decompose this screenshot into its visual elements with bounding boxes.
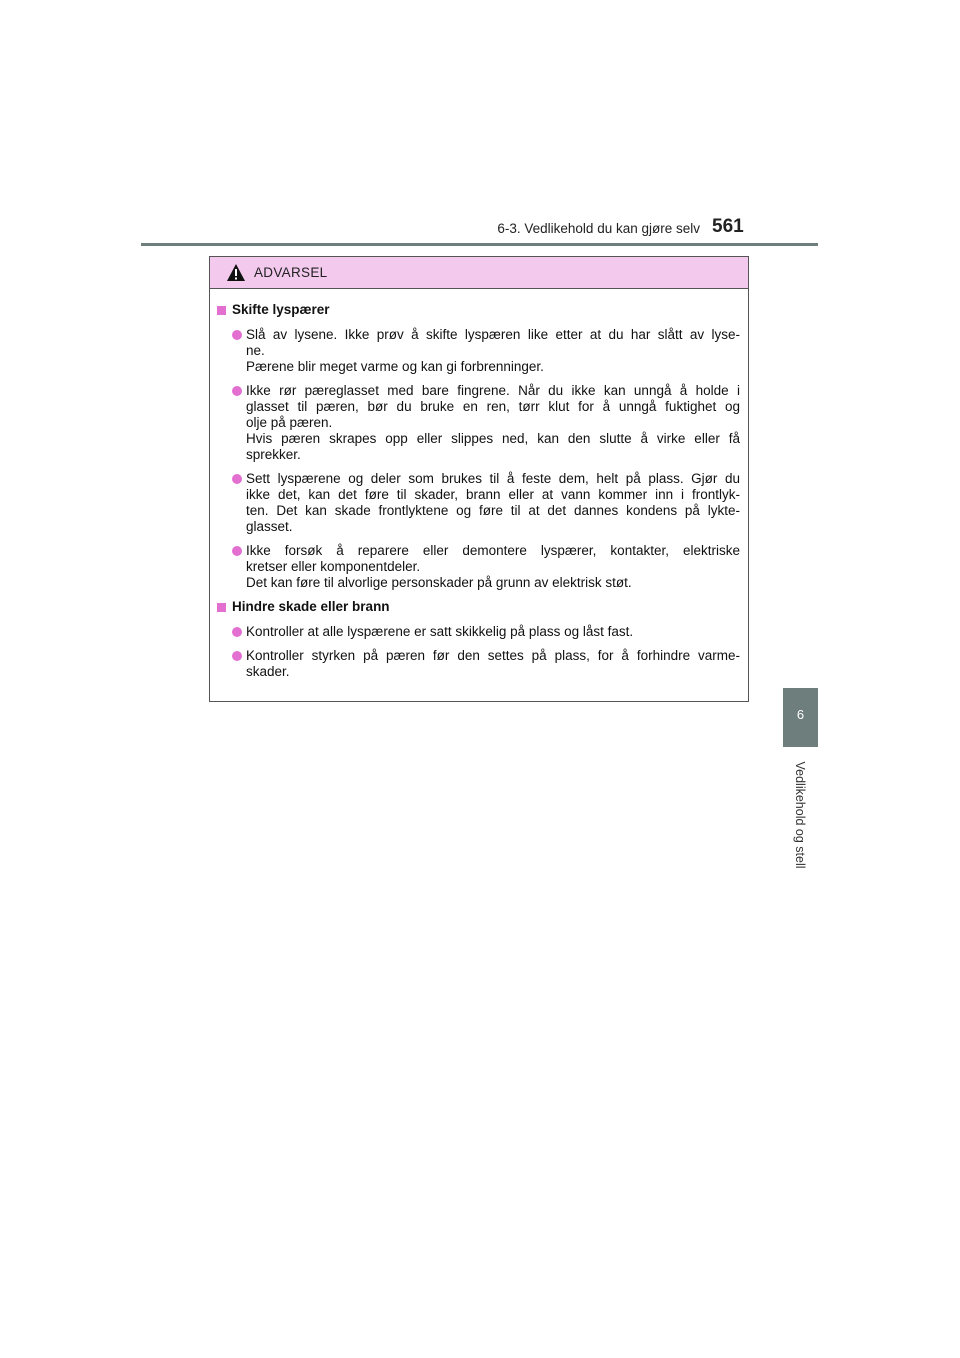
warning-body [210,289,748,680]
chapter-tab [783,688,818,747]
warning-text-line: Hvis pæren skrapes opp eller slippes ned, kan den slutte å virke eller få [246,431,740,446]
warning-text-line: glasset til pæren, bør du bruke en ren, tørr klut for å unngå fuktighet og [246,399,740,414]
warning-text-line: Det kan føre til alvorlige personskader på grunn av elektrisk støt. [246,575,632,590]
warning-list-item [216,624,740,640]
chapter-tab-number: 6 [796,707,805,722]
warning-text-line: Ikke rør pæreglasset med bare fingrene. Når du ikke kan unngå å holde i [246,383,740,398]
warning-text-line: sprekker. [246,447,301,462]
warning-text-line: Slå av lysene. Ikke prøv å skifte lyspæren like etter at du har slått av lyse- [246,327,740,342]
round-bullet-icon [232,330,242,340]
section-heading-text: Hindre skade eller brann [232,599,390,614]
warning-list-item [216,648,740,680]
warning-text-line: Kontroller styrken på pæren før den settes på plass, for å forhindre varme- [246,648,740,663]
round-bullet-icon [232,627,242,637]
chapter-tab-label: Vedlikehold og stell [793,761,807,869]
warning-text-line: kretser eller komponentdeler. [246,559,421,574]
warning-text-line: Kontroller at alle lyspærene er satt skikkelig på plass og låst fast. [246,624,634,639]
warning-text-line: Pærene blir meget varme og kan gi forbrenninger. [246,359,544,374]
running-header-section: 6-3. Vedlikehold du kan gjøre selv [497,221,700,236]
warning-section-heading [216,599,740,615]
warning-header [210,257,748,289]
warning-list-item [216,471,740,535]
page-number: 561 [712,216,744,237]
warning-list-item [216,383,740,463]
section-heading-text: Skifte lyspærer [232,302,330,317]
warning-text-line: ten. Det kan skade frontlyktene og føre til at det dannes kondens på lykte- [246,503,740,518]
warning-text-line: Ikke forsøk å reparere eller demontere lyspærer, kontakter, elektriske [246,543,740,558]
warning-list-item [216,543,740,591]
round-bullet-icon [232,386,242,396]
round-bullet-icon [232,651,242,661]
square-bullet-icon [217,306,226,315]
round-bullet-icon [232,474,242,484]
warning-list-item [216,327,740,375]
square-bullet-icon [217,603,226,612]
warning-text-line: ne. [246,343,265,358]
warning-box [209,256,749,702]
warning-text-line: skader. [246,664,290,679]
warning-text-line: olje på pæren. [246,415,333,430]
warning-section-heading [216,302,740,318]
warning-text-line: glasset. [246,519,293,534]
header-rule [141,243,818,246]
warning-triangle-icon [226,263,246,282]
warning-text-line: Sett lyspærene og deler som brukes til å feste dem, helt på plass. Gjør du [246,471,740,486]
warning-title: ADVARSEL [254,265,328,280]
warning-text-line: ikke det, kan det føre til skader, brann eller at vann kommer inn i frontlyk- [246,487,740,502]
round-bullet-icon [232,546,242,556]
